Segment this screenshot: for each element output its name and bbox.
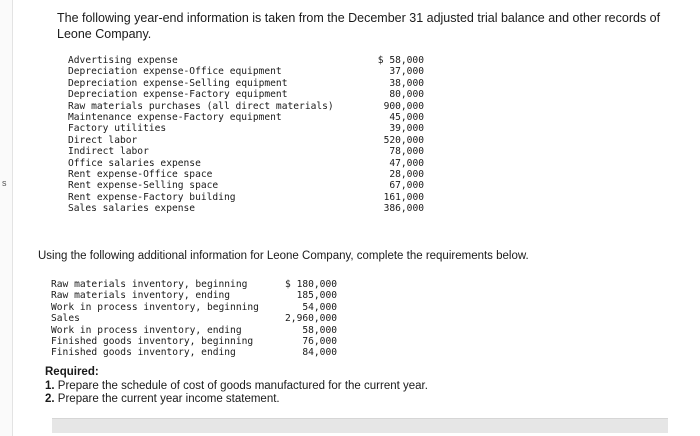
table-row [51, 347, 337, 358]
row-label: Sales [51, 313, 80, 325]
margin-marker: s [2, 178, 7, 188]
row-label: Depreciation expense-Selling equipment [68, 77, 288, 89]
row-value: 78,000 [389, 146, 424, 158]
table-row [51, 290, 337, 301]
row-label: Direct labor [68, 134, 138, 146]
required-title: Required: [45, 366, 99, 378]
scroll-tab-bar[interactable] [52, 418, 668, 433]
table-row [51, 302, 337, 313]
intro-text: The following year-end information is taken from the December 31 adjusted trial balance and other records of Leone Company. [57, 11, 661, 41]
row-value: 47,000 [389, 157, 424, 169]
table-row [51, 325, 337, 336]
row-value: 84,000 [302, 347, 337, 359]
table-row [68, 146, 424, 157]
trial-balance-table [68, 55, 424, 214]
requirement-text: Prepare the schedule of cost of goods manufactured for the current year. [57, 379, 428, 392]
left-margin-strip [0, 0, 13, 436]
table-row [68, 203, 424, 214]
table-row [68, 158, 424, 169]
requirements-section [45, 366, 685, 407]
table-row [68, 55, 424, 66]
row-label: Depreciation expense-Factory equipment [68, 89, 288, 101]
row-label: Raw materials inventory, ending [51, 290, 231, 302]
row-label: Advertising expense [68, 55, 178, 66]
row-label: Sales salaries expense [68, 203, 196, 215]
row-value: 80,000 [389, 89, 424, 101]
row-value: 386,000 [383, 203, 424, 215]
row-label: Raw materials inventory, beginning [51, 279, 248, 290]
table-row [68, 135, 424, 146]
table-row [51, 336, 337, 347]
row-value: 54,000 [302, 301, 337, 313]
row-value: $ 58,000 [377, 55, 424, 66]
row-value: 67,000 [389, 180, 424, 192]
row-label: Rent expense-Selling space [68, 180, 219, 192]
requirement-number: 2. [45, 393, 55, 405]
table-row [68, 66, 424, 77]
additional-info-intro: Using the following additional information for Leone Company, complete the requirements below. [38, 250, 529, 262]
row-label: Finished goods inventory, ending [51, 347, 236, 359]
row-value: 45,000 [389, 111, 424, 123]
row-label: Work in process inventory, ending [51, 324, 242, 336]
additional-info-table [51, 279, 337, 359]
row-label: Factory utilities [68, 123, 167, 135]
row-value: 185,000 [296, 290, 337, 302]
row-value: 76,000 [302, 335, 337, 347]
table-row [51, 313, 337, 324]
row-value: 37,000 [389, 66, 424, 78]
row-label: Office salaries expense [68, 157, 201, 169]
requirement-number: 1. [45, 379, 55, 392]
requirement-item [45, 393, 685, 407]
table-row [68, 192, 424, 203]
table-row [68, 101, 424, 112]
requirement-item [45, 380, 685, 394]
row-value: 520,000 [383, 134, 424, 146]
requirement-text: Prepare the current year income statement. [57, 393, 280, 405]
row-value: $ 180,000 [285, 279, 337, 290]
row-label: Depreciation expense-Office equipment [68, 66, 282, 78]
row-label: Rent expense-Factory building [68, 191, 236, 203]
row-value: 2,960,000 [285, 313, 337, 325]
row-label: Raw materials purchases (all direct materials) [68, 100, 334, 112]
table-row [68, 180, 424, 191]
table-row [68, 123, 424, 134]
table-row [51, 279, 337, 290]
row-label: Finished goods inventory, beginning [51, 335, 254, 347]
row-value: 900,000 [383, 100, 424, 112]
table-row [68, 112, 424, 123]
row-value: 58,000 [302, 324, 337, 336]
table-row [68, 169, 424, 180]
table-row [68, 78, 424, 89]
row-value: 161,000 [383, 191, 424, 203]
row-label: Indirect labor [68, 146, 149, 158]
requirements-list [45, 380, 685, 407]
row-label: Work in process inventory, beginning [51, 301, 259, 313]
table-row [68, 89, 424, 100]
row-value: 39,000 [389, 123, 424, 135]
row-label: Maintenance expense-Factory equipment [68, 111, 282, 123]
row-value: 38,000 [389, 77, 424, 89]
row-value: 28,000 [389, 168, 424, 180]
row-label: Rent expense-Office space [68, 168, 213, 180]
